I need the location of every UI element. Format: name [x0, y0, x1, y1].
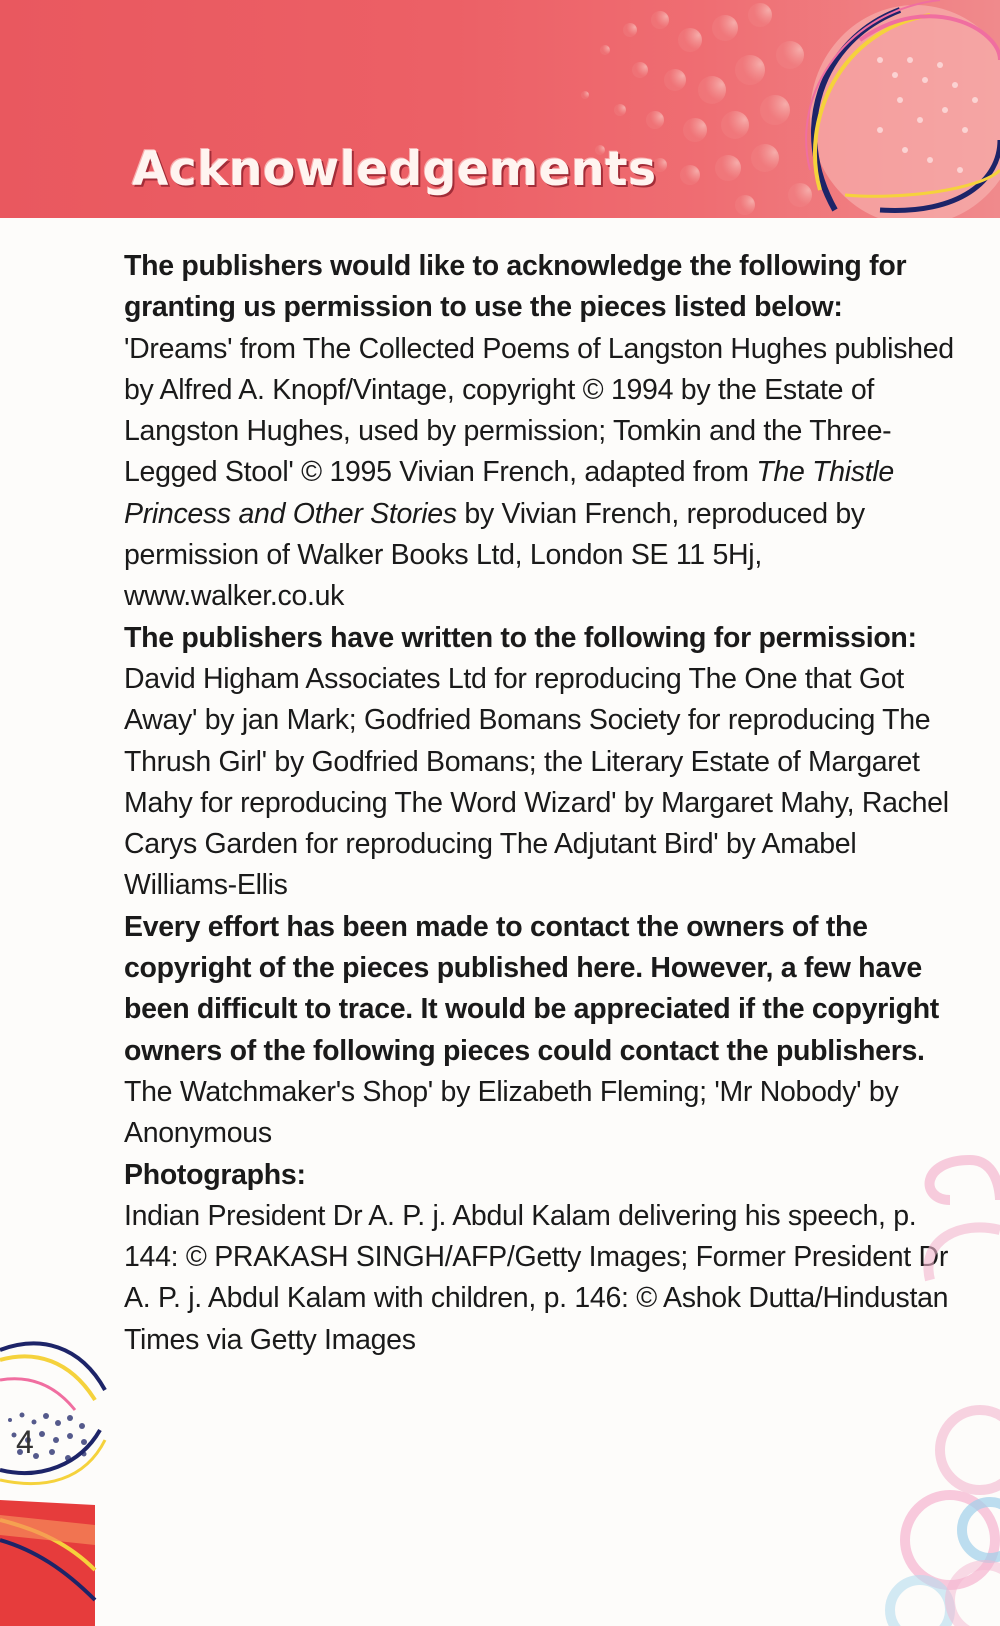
photographs-heading: Photographs:	[124, 1158, 306, 1191]
permission-granted-text	[124, 329, 974, 618]
photographs-credits: Indian President Dr A. P. j. Abdul Kalam delivering his speech, p. 144: © PRAKASH SINGH/AFP/Getty Images; Former President Dr A. P. j. Abdul Kalam with children, p. 146: © Ashok Dutta/Hindustan Times via Getty Images	[124, 1199, 949, 1356]
acknowledgements-body	[124, 246, 974, 1361]
permission-requested-text: David Higham Associates Ltd for reproducing The One that Got Away' by jan Mark; Godfried Bomans Society for reproducing The Thrush Girl' by Godfried Bomans; the Literary Estate of Margaret Mahy for reproducing The Word Wizard' by Margaret Mahy, Rachel Carys Garden for reproducing The Adjutant Bird' by Amabel Williams-Ellis	[124, 662, 949, 902]
corner-swirl-decoration	[0, 1330, 110, 1626]
permission-requested-heading: The publishers have written to the following for permission:	[124, 621, 917, 654]
granted-text-part-1: 'Dreams' from The Collected Poems of Langston Hughes published by Alfred A. Knopf/Vintage, copyright © 1994 by the Estate of Langston Hughes, used by permission; Tomkin and the Three-Legged Stool' © 1995 Vivian French, adapted from	[124, 332, 954, 489]
page-number: 4	[16, 1424, 34, 1460]
untraced-owners-heading: Every effort has been made to contact the owners of the copyright of the pieces published here. However, a few have been difficult to trace. It would be appreciated if the copyright owners of the following pieces could contact the publishers.	[124, 910, 940, 1067]
header-banner	[0, 0, 1000, 218]
page-title: Acknowledgements	[132, 142, 657, 197]
untraced-pieces-text: The Watchmaker's Shop' by Elizabeth Fleming; 'Mr Nobody' by Anonymous	[124, 1075, 899, 1150]
bottom-right-rings-decoration	[860, 1140, 1000, 1626]
book-title: The Thistle Princess and Other Stories	[124, 456, 894, 530]
permission-granted-heading: The publishers would like to acknowledge the following for granting us permission to use the pieces listed below:	[124, 250, 907, 324]
granted-text-part-2: by Vivian French, reproduced by permission of Walker Books Ltd, London SE 11 5Hj, www.walker.co.uk	[124, 497, 865, 613]
